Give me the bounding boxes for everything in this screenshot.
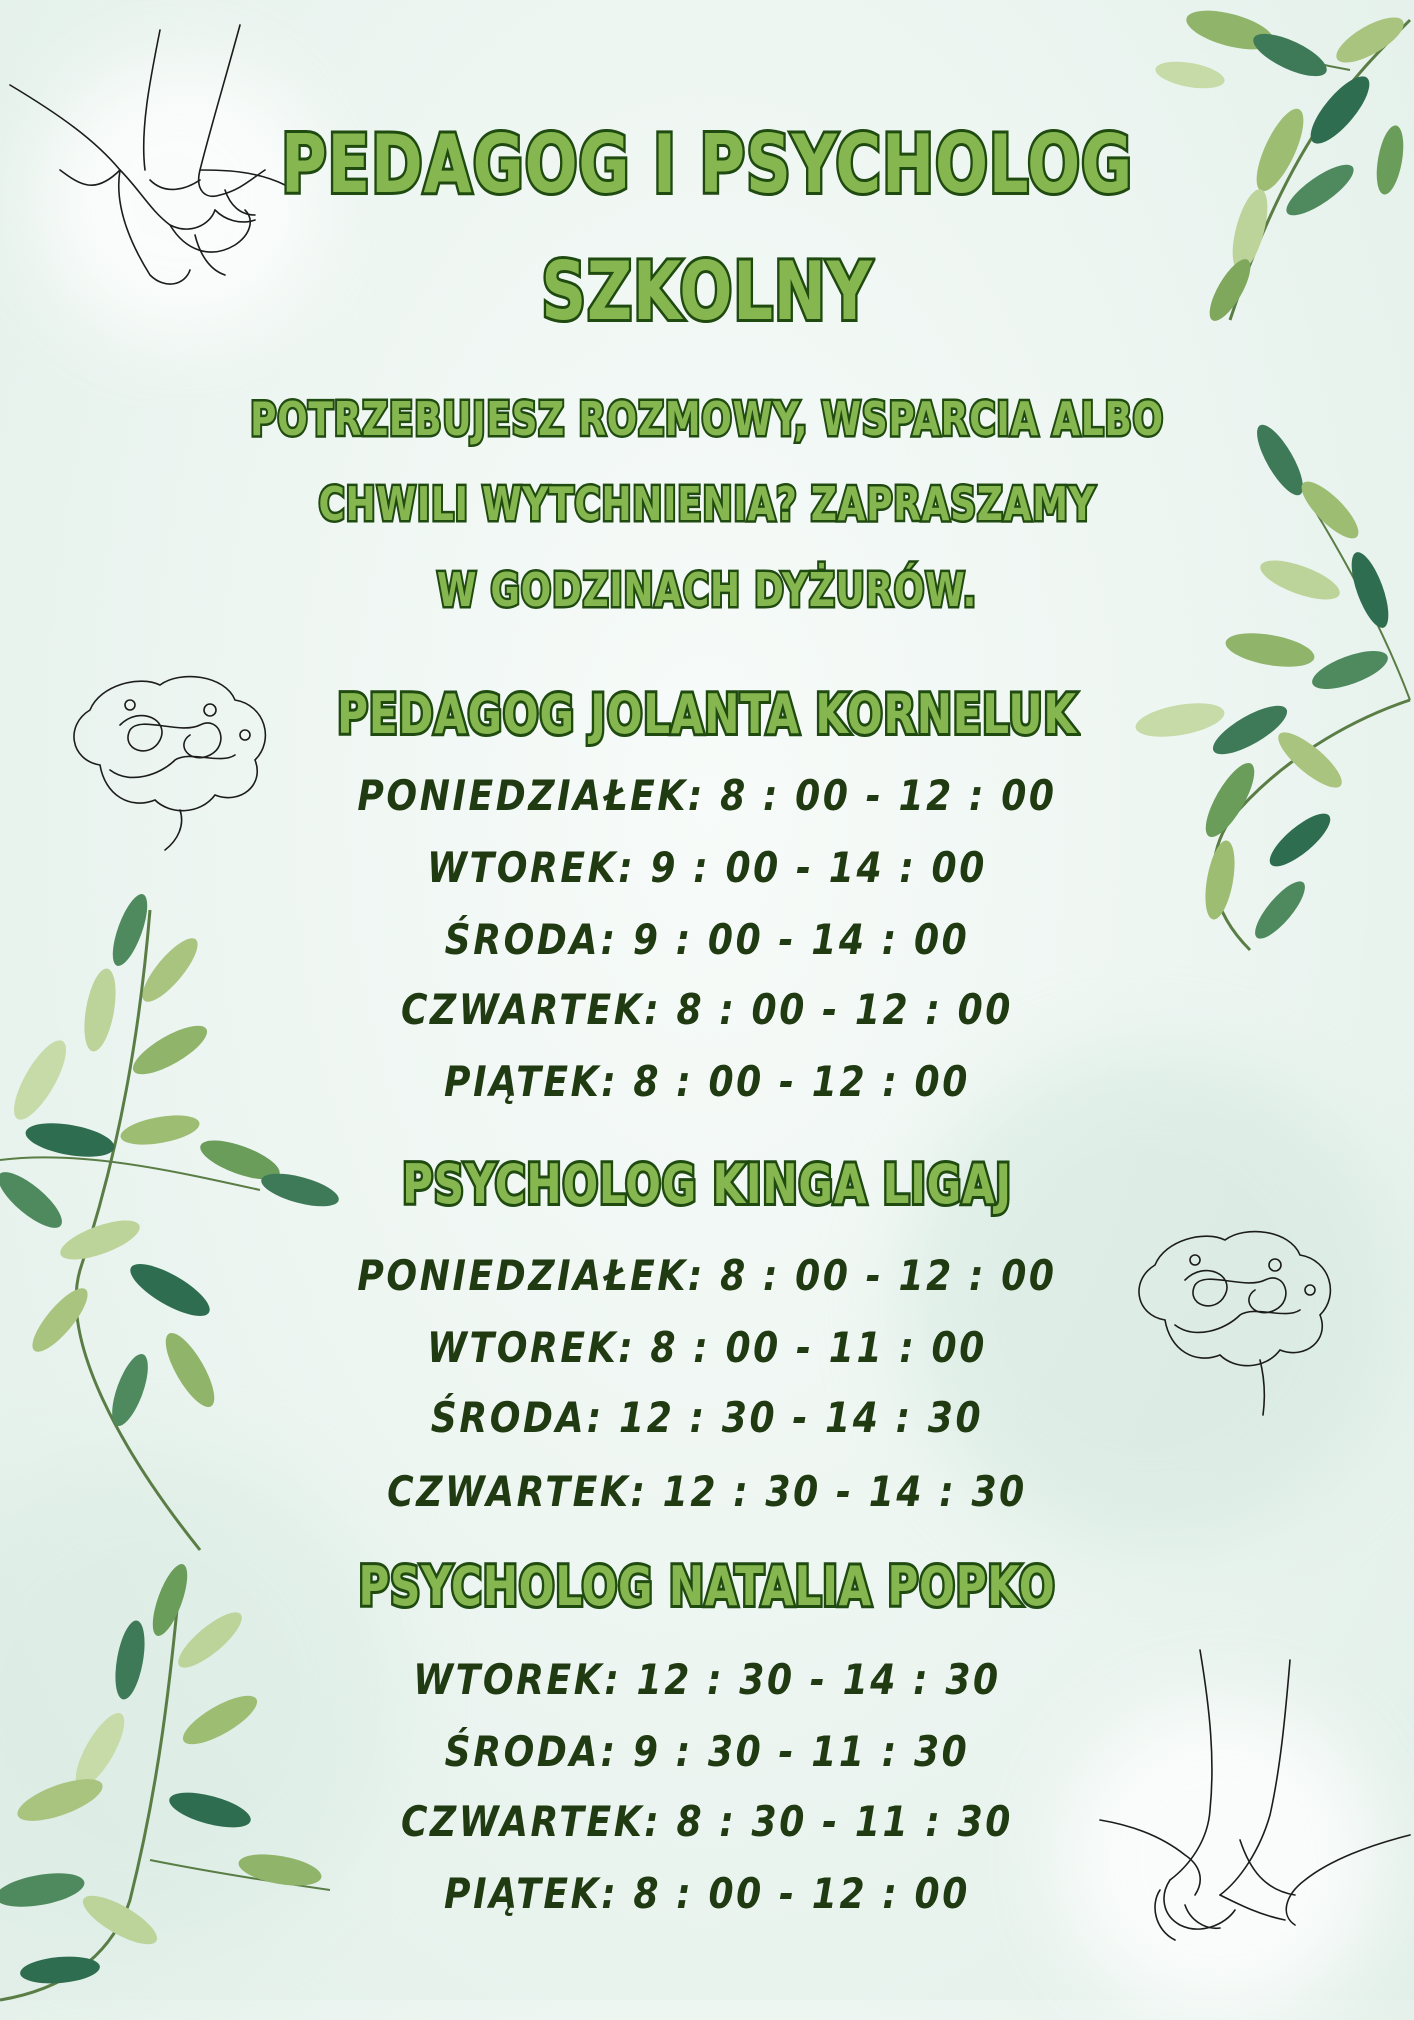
hours-row: ŚRODA: 9 : 30 - 11 : 30 [444,1727,970,1776]
subtitle-line3: W GODZINACH DYŻURÓW. [436,563,978,617]
hours-row: PIĄTEK: 8 : 00 - 12 : 00 [444,1869,970,1918]
hours-row: CZWARTEK: 8 : 00 - 12 : 00 [400,985,1014,1034]
hours-row: PONIEDZIAŁEK: 8 : 00 - 12 : 00 [357,1251,1057,1300]
hours-row: WTOREK: 8 : 00 - 11 : 00 [427,1323,987,1372]
hours-row: ŚRODA: 12 : 30 - 14 : 30 [430,1393,984,1442]
section-title-psycholog-ligaj: PSYCHOLOG KINGA LIGAJ [402,1153,1012,1216]
hours-row: CZWARTEK: 12 : 30 - 14 : 30 [387,1467,1027,1516]
hours-row: ŚRODA: 9 : 00 - 14 : 00 [444,915,970,964]
hours-row: CZWARTEK: 8 : 30 - 11 : 30 [400,1797,1014,1846]
section-title-psycholog-popko: PSYCHOLOG NATALIA POPKO [358,1555,1056,1618]
page-title-line1: PEDAGOG I PSYCHOLOG [281,118,1133,211]
hours-row: WTOREK: 12 : 30 - 14 : 30 [413,1655,1001,1704]
hours-row: WTOREK: 9 : 00 - 14 : 00 [427,843,987,892]
hours-row: PIĄTEK: 8 : 00 - 12 : 00 [444,1057,970,1106]
subtitle-line1: POTRZEBUJESZ ROZMOWY, WSPARCIA ALBO [250,392,1164,446]
subtitle-line2: CHWILI WYTCHNIENIA? ZAPRASZAMY [318,477,1096,531]
hours-row: PONIEDZIAŁEK: 8 : 00 - 12 : 00 [357,771,1057,820]
page-title-line2: SZKOLNY [541,245,873,338]
section-title-pedagog: PEDAGOG JOLANTA KORNELUK [337,683,1077,746]
